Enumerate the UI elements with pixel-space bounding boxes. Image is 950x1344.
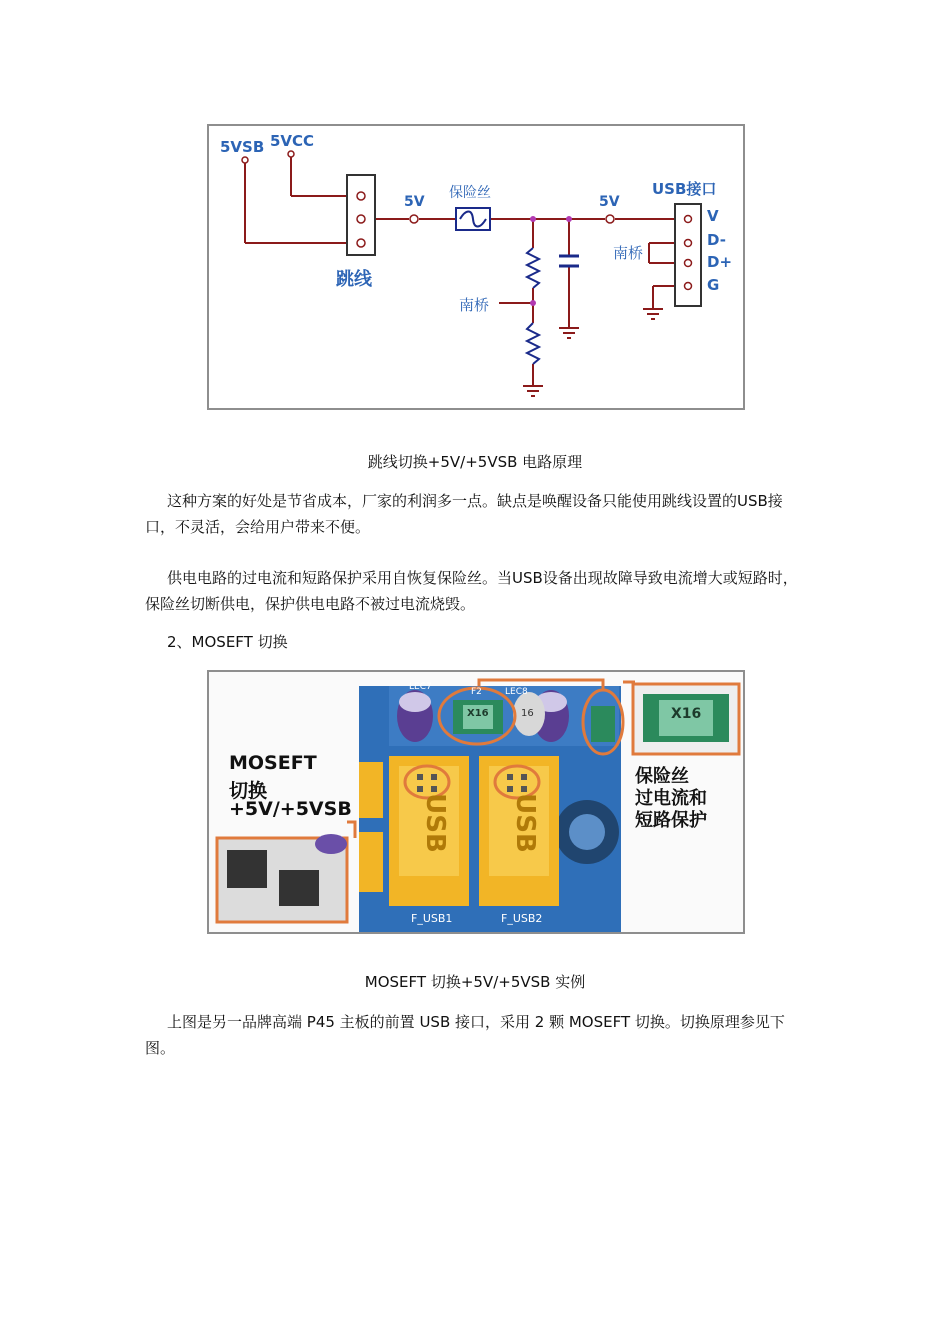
label-pin-dplus: D+ [707, 253, 733, 271]
paragraph-1: 这种方案的好处是节省成本，厂家的利润多一点。缺点是唤醒设备只能使用跳线设置的USB接口，不灵活，会给用户带来不便。 [145, 492, 783, 536]
fuse-code-board: X16 [467, 708, 489, 719]
section-heading-2: 2、MOSEFT 切换 [167, 633, 288, 651]
label-short-protect: 短路保护 [635, 810, 707, 831]
label-switch: 切换 [229, 780, 268, 802]
label-jumper: 跳线 [336, 269, 372, 290]
label-5vsb: 5VSB [220, 138, 265, 156]
label-fuse: 保险丝 [449, 185, 491, 201]
usb-header-2-label: USB [509, 793, 540, 853]
label-fuse-title: 保险丝 [635, 766, 689, 787]
paragraph-2: 供电电路的过电流和短路保护采用自恢复保险丝。当USB设备出现故障导致电流增大或短路时，保险丝切断供电，保护供电电路不被过电流烧毁。 [145, 569, 798, 613]
fuse-code-inset: X16 [671, 706, 702, 722]
silk-lec8: LEC8 [505, 687, 528, 697]
label-pin-v: V [707, 207, 719, 225]
circuit-schematic [209, 126, 743, 408]
resistor-upper [527, 248, 539, 288]
label-5v-right: 5V [599, 194, 620, 210]
label-south-bridge-upper: 南桥 [613, 244, 644, 262]
label-pin-g: G [707, 276, 720, 294]
moseft-board-photo [207, 670, 745, 934]
silk-f-usb2: F_USB2 [501, 912, 543, 925]
label-usb-port: USB接口 [652, 180, 717, 198]
label-5vcc: 5VCC [270, 132, 315, 150]
silk-lec7: LEC7 [409, 682, 432, 692]
figure1-caption: 跳线切换+5V/+5VSB 电路原理 [367, 453, 583, 471]
terminals [242, 151, 614, 223]
resistor-lower [527, 323, 539, 364]
capacitor-marking: 16 [521, 708, 534, 719]
label-south-bridge-lower: 南桥 [459, 296, 490, 314]
label-moseft: MOSEFT [229, 752, 317, 774]
figure2-caption: MOSEFT 切换+5V/+5VSB 实例 [364, 973, 586, 991]
label-voltages: +5V/+5VSB [229, 798, 352, 820]
label-pin-dminus: D- [707, 231, 726, 249]
silk-f2: F2 [471, 687, 482, 697]
usb-header-1-label: USB [419, 793, 450, 853]
label-overcurrent: 过电流和 [635, 788, 707, 809]
silk-f-usb1: F_USB1 [411, 912, 453, 925]
paragraph-3: 上图是另一品牌高端 P45 主板的前置 USB 接口，采用 2 颗 MOSEFT 切换。切换原理参见下图。 [145, 1013, 785, 1057]
label-5v-left: 5V [404, 194, 425, 210]
ground-symbols [523, 309, 663, 396]
jumper-circuit-diagram [207, 124, 745, 410]
